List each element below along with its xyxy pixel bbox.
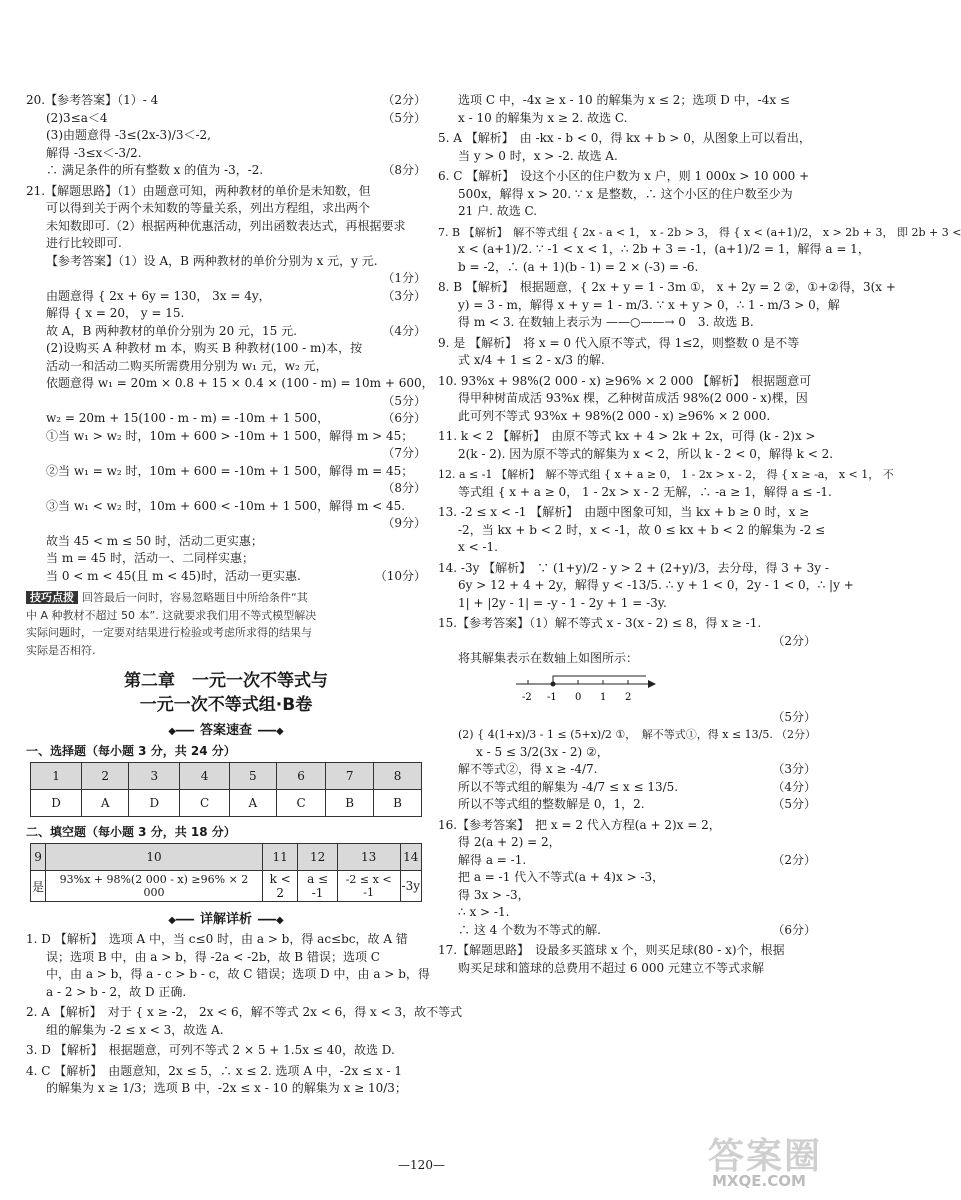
table-cell: A	[229, 790, 276, 817]
page-number: —120—	[398, 1158, 445, 1172]
text: 得 m < 3. 在数轴上表示为 ——○——→ 0 3. 故选 B.	[458, 315, 754, 329]
text: 的解集为 x ≥ 1/3；选项 B 中，-2x ≤ x - 10 的解集为 x ≥ 10/3；	[46, 1081, 407, 1095]
text: 解不等式②，得 x ≥ -4/7.	[458, 762, 598, 776]
text: 活动一和活动二购买所需费用分别为 w₁ 元，w₂ 元，	[46, 358, 328, 373]
text: y) = 3 - m，解得 x + y = 1 - m/3. ∵ x + y > 0，∴ 1 - m/3 > 0，解	[458, 297, 840, 312]
text: (2)设购买 A 种教材 m 本，购买 B 种教材(100 - m)本，按	[46, 341, 363, 355]
text: 把 a = -1 代入不等式(a + 4)x > -3，	[458, 870, 665, 884]
quick-answer-heading: ◆━━━ 答案速查 ━━━◆	[26, 719, 426, 738]
number-line	[508, 674, 816, 709]
points: （8分）	[382, 163, 426, 177]
table-cell: 2	[82, 763, 129, 790]
chapter-title-line2: 一元一次不等式组·B卷	[139, 695, 313, 715]
text: 8. B 【解析】 根据题意，{ 2x + y = 1 - 3m ①， x + 2y = 2 ②，①+②得，3(x +	[438, 280, 896, 294]
chapter-title	[26, 669, 426, 717]
points: （2分）	[772, 633, 816, 648]
text: 21.【解题思路】（1）由题意可知，两种教材的单价是未知数，但	[26, 183, 371, 198]
text: -2，当 kx + b < 2 时，x < -1，故 0 ≤ kx + b < 2 的解集为 -2 ≤	[458, 522, 826, 537]
text: 21 户. 故选 C.	[458, 204, 538, 218]
question-2	[26, 1004, 463, 1039]
text: ①当 w₁ > w₂ 时，10m + 600 > -10m + 1 500，解得 m > 45；	[46, 428, 414, 443]
points: （10分）	[374, 568, 426, 583]
tips-box	[26, 589, 426, 659]
points: （2分）	[382, 93, 426, 107]
table-cell: 12	[298, 844, 337, 871]
table-cell: D	[129, 790, 180, 817]
text: x - 5 ≤ 3/2(3x - 2) ②，	[476, 744, 609, 759]
text: 误；选项 B 中，由 a > b，得 -2a < -2b，故 B 错误；选项 C	[46, 949, 380, 964]
text: w₂ = 20m + 15(100 - m - m) = -10m + 1 500，	[46, 411, 330, 425]
text: 可以得到关于两个未知数的等量关系，列出方程组，求出两个	[46, 201, 371, 215]
text: 当 y > 0 时，x > -2. 故选 A.	[458, 148, 618, 163]
question-4	[26, 1063, 426, 1098]
question-16	[438, 817, 816, 940]
tick-label: -1	[547, 691, 557, 703]
question-6	[438, 168, 816, 221]
text: 解得 a = -1.	[458, 852, 527, 867]
text: 由题意得 { 2x + 6y = 130， 3x = 4y，	[46, 288, 271, 303]
text: 16.【参考答案】 把 x = 2 代入方程(a + 2)x = 2，	[438, 817, 721, 832]
text: 依题意得 w₁ = 20m × 0.8 + 15 × 0.4 × (100 - m) = 10m + 600，	[46, 376, 434, 390]
question-10	[438, 373, 816, 426]
text: 回答最后一问时，容易忽略题目中所给条件“其	[82, 591, 308, 604]
text: 13. -2 ≤ x < -1 【解析】 由题中图象可知，当 kx + b ≥ 0 时，x ≥	[438, 505, 810, 519]
points: （6分）	[382, 411, 426, 425]
solution-ray	[553, 676, 646, 684]
text: 未知数即可.（2）根据两种优惠活动，列出函数表达式，再根据要求	[46, 218, 406, 233]
question-8	[438, 279, 896, 332]
text: (2)3≤a＜4	[46, 110, 108, 125]
table-cell: D	[31, 790, 82, 817]
text: 2. A 【解析】 对于 { x ≥ -2， 2x < 6，解不等式 2x < 6，得 x < 3，故不等式	[26, 1005, 463, 1019]
text: x < -1.	[458, 540, 498, 554]
chapter-title-line1: 第二章 一元一次不等式与	[124, 671, 328, 691]
text: 实际是否相符.	[26, 643, 96, 657]
number-line-svg	[508, 674, 658, 704]
text: ∴ x > -1.	[458, 905, 510, 919]
text: 此可列不等式 93%x + 98%(2 000 - x) ≥96% × 2 000.	[458, 408, 771, 423]
text: 将其解集表示在数轴上如图所示：	[458, 651, 639, 665]
table-cell: C	[180, 790, 229, 817]
text: 4. C 【解析】 由题意知，2x ≤ 5，∴ x ≤ 2. 选项 A 中，-2x ≤ x - 1	[26, 1063, 403, 1078]
text: 5. A 【解析】 由 -kx - b < 0，得 kx + b > 0，从图象上可以看出，	[438, 131, 811, 145]
question-13	[438, 504, 826, 557]
text: (2) { 4(1+x)/3 - 1 ≤ (5+x)/2 ①， 解不等式①，得 x ≤ 13/5.	[458, 728, 773, 741]
table-cell: 5	[229, 763, 276, 790]
points: （9分）	[382, 516, 426, 530]
detail-heading: ◆━━━ 详解详析 ━━━◆	[26, 908, 426, 927]
table-cell: 1	[31, 763, 82, 790]
table-cell: C	[276, 790, 325, 817]
text: b = -2，∴ (a + 1)(b - 1) = 2 × (-3) = -6.	[458, 259, 699, 274]
table-cell: 10	[46, 844, 263, 871]
text: 20.【参考答案】（1）- 4	[26, 93, 159, 107]
tick-label: 2	[625, 691, 632, 703]
text: a - 2 > b - 2，故 D 正确.	[46, 984, 187, 999]
text: 所以不等式组的整数解是 0，1，2.	[458, 797, 645, 811]
points: （1分）	[382, 271, 426, 285]
table-cell: 6	[276, 763, 325, 790]
points: （3分）	[772, 762, 816, 776]
text: 17.【解题思路】 设最多买篮球 x 个，则买足球(80 - x)个，根据	[438, 943, 785, 957]
text: 得甲种树苗成活 93%x 棵，乙种树苗成活 98%(2 000 - x)棵，因	[458, 391, 808, 405]
text: ③当 w₁ < w₂ 时，10m + 600 < -10m + 1 500，解得 m < 45.	[46, 498, 406, 513]
table-cell: 是	[31, 871, 46, 902]
table-cell: B	[374, 790, 422, 817]
tick-label: 0	[575, 691, 582, 703]
tips-tag: 技巧点拨	[26, 591, 78, 604]
text: 所以不等式组的解集为 -4/7 ≤ x ≤ 13/5.	[458, 779, 679, 794]
text: 7. B 【解析】 解不等式组 { 2x - a < 1， x - 2b > 3， 得 { x < (a+1)/2， x > 2b + 3， 即 2b + 3 <	[438, 225, 961, 239]
table-cell: 8	[374, 763, 422, 790]
text: 故 A，B 两种教材的单价分别为 20 元，15 元.	[46, 323, 297, 338]
text: 得 3x > -3，	[458, 887, 530, 902]
text: 6y > 12 + 4 + 2y，解得 y < -13/5. ∴ y + 1 < 0，2y - 1 < 0，∴ |y +	[458, 578, 854, 592]
text: 1| + |2y - 1| = -y - 1 - 2y + 1 = -3y.	[458, 595, 667, 610]
table-cell: B	[326, 790, 374, 817]
table-cell: -3y	[400, 871, 422, 902]
text: (3)由题意得 -3≤(2x-3)/3＜-2,	[46, 128, 211, 142]
text: ②当 w₁ = w₂ 时，10m + 600 = -10m + 1 500，解得 m = 45；	[46, 463, 414, 478]
text: 进行比较即可.	[46, 236, 122, 250]
text: 当 0 < m < 45(且 m < 45)时，活动一更实惠.	[46, 568, 301, 583]
arrow-icon	[648, 680, 656, 688]
table-cell: 9	[31, 844, 46, 871]
text: x < (a+1)/2. ∵ -1 < x < 1，∴ 2b + 3 = -1，(a+1)/2 = 1，解得 a = 1，	[458, 242, 870, 256]
table-cell: a ≤ -1	[298, 871, 337, 902]
question-11	[438, 428, 834, 463]
text: 3. D 【解析】 根据题意，可列不等式 2 × 5 + 1.5x ≤ 40，故选 D.	[26, 1043, 395, 1057]
question-7	[438, 224, 961, 277]
points: （4分）	[382, 323, 426, 338]
text: 中 A 种教材不超过 50 本”. 这就要求我们用不等式模型解决	[26, 608, 317, 622]
section-fill: 二、填空题（每小题 3 分，共 18 分）	[26, 825, 236, 839]
table-cell: 14	[400, 844, 422, 871]
points: （7分）	[382, 446, 426, 460]
question-9	[438, 335, 816, 370]
question-21	[26, 183, 434, 586]
question-5	[438, 130, 816, 165]
section-choice: 一、选择题（每小题 3 分，共 24 分）	[26, 744, 236, 758]
question-17	[438, 942, 816, 977]
text: 6. C 【解析】 设这个小区的住户数为 x 户，则 1 000x > 10 000 +	[438, 169, 810, 183]
table-cell: 7	[326, 763, 374, 790]
question-3	[26, 1042, 426, 1060]
text: 解得 -3≤x＜-3/2.	[46, 145, 142, 160]
text: 中，由 a > b，得 a - c > b - c，故 C 错误；选项 D 中，由 a > b，得	[46, 967, 430, 981]
points: （5分）	[772, 797, 816, 811]
points: （5分）	[382, 393, 426, 408]
text: ∴ 这 4 个数为不等式的解.	[458, 922, 601, 937]
text: 【参考答案】（1）设 A，B 两种教材的单价分别为 x 元，y 元.	[46, 253, 378, 268]
left-column	[26, 92, 463, 1101]
points: （6分）	[772, 922, 816, 937]
text: 12. a ≤ -1 【解析】 解不等式组 { x + a ≥ 0， 1 - 2x > x - 2， 得 { x ≥ -a， x < 1， 不	[438, 468, 894, 481]
text: 14. -3y 【解析】 ∵ (1+y)/2 - y > 2 + (2+y)/3，去分母，得 3 + 3y -	[438, 560, 829, 575]
text: 得 2(a + 2) = 2，	[458, 835, 561, 849]
text: x - 10 的解集为 x ≥ 2. 故选 C.	[458, 110, 628, 125]
text: 11. k < 2 【解析】 由原不等式 kx + 4 > 2k + 2x，可得 (k - 2)x >	[438, 429, 816, 443]
question-1	[26, 931, 430, 1001]
table-cell: 4	[180, 763, 229, 790]
table-cell: 13	[337, 844, 400, 871]
question-14	[438, 560, 854, 613]
text: 购买足球和篮球的总费用不超过 6 000 元建立不等式求解	[458, 960, 764, 975]
table-cell: 93%x + 98%(2 000 - x) ≥96% × 2 000	[46, 871, 263, 902]
points: （5分）	[382, 110, 426, 125]
tick-label: 1	[600, 691, 607, 703]
question-15	[438, 615, 816, 814]
watermark-url: MXQE.COM	[712, 1172, 806, 1190]
text: 10. 93%x + 98%(2 000 - x) ≥96% × 2 000 【解析】 根据题意可	[438, 373, 812, 388]
points: （5分）	[772, 709, 816, 724]
text: 500x，解得 x > 20. ∵ x 是整数，∴ 这个小区的住户数至少为	[458, 186, 793, 201]
text: 9. 是 【解析】 将 x = 0 代入原不等式，得 1≤2，则整数 0 是不等	[438, 335, 800, 350]
question-20	[26, 92, 426, 180]
text: 式 x/4 + 1 ≤ 2 - x/3 的解.	[458, 353, 605, 367]
tick-label: -2	[522, 691, 532, 703]
table-cell: 3	[129, 763, 180, 790]
text: 等式组 { x + a ≥ 0， 1 - 2x > x - 2 无解，∴ -a ≥ 1，解得 a ≤ -1.	[458, 484, 832, 499]
table-cell: k < 2	[262, 871, 297, 902]
points: （2分）	[772, 852, 816, 867]
points: （2分）	[776, 728, 816, 741]
points: （4分）	[772, 779, 816, 794]
text: ∴ 满足条件的所有整数 x 的值为 -3，-2.	[46, 163, 264, 177]
right-column	[438, 92, 961, 980]
points: （8分）	[382, 481, 426, 495]
text: 当 m = 45 时，活动一、二同样实惠；	[46, 551, 254, 565]
fill-answer-table	[30, 843, 422, 902]
points: （3分）	[382, 288, 426, 303]
question-12	[438, 466, 894, 501]
text: 故当 45 < m ≤ 50 时，活动二更实惠；	[46, 533, 263, 548]
table-cell: A	[82, 790, 129, 817]
question-4-continued	[438, 92, 816, 127]
solid-point	[551, 681, 556, 686]
table-cell: -2 ≤ x < -1	[337, 871, 400, 902]
text: 实际问题时，一定要对结果进行检验或考虑所求得的结果与	[26, 626, 312, 639]
text: 组的解集为 -2 ≤ x < 3，故选 A.	[46, 1022, 224, 1037]
text: 15.【参考答案】（1）解不等式 x - 3(x - 2) ≤ 8，得 x ≥ -1.	[438, 616, 762, 630]
text: 1. D 【解析】 选项 A 中，当 c≤0 时，由 a > b，得 ac≤bc，故 A 错	[26, 932, 408, 946]
watermark-logo: 答案圈	[708, 1136, 823, 1177]
table-cell: 11	[262, 844, 297, 871]
text: 解得 { x = 20， y = 15.	[46, 306, 185, 320]
text: 2(k - 2). 因为原不等式的解集为 x < 2，所以 k - 2 < 0，解得 k < 2.	[458, 446, 834, 461]
choice-answer-table	[30, 762, 422, 817]
text: 选项 C 中，-4x ≥ x - 10 的解集为 x ≤ 2；选项 D 中，-4x ≤	[458, 93, 790, 107]
